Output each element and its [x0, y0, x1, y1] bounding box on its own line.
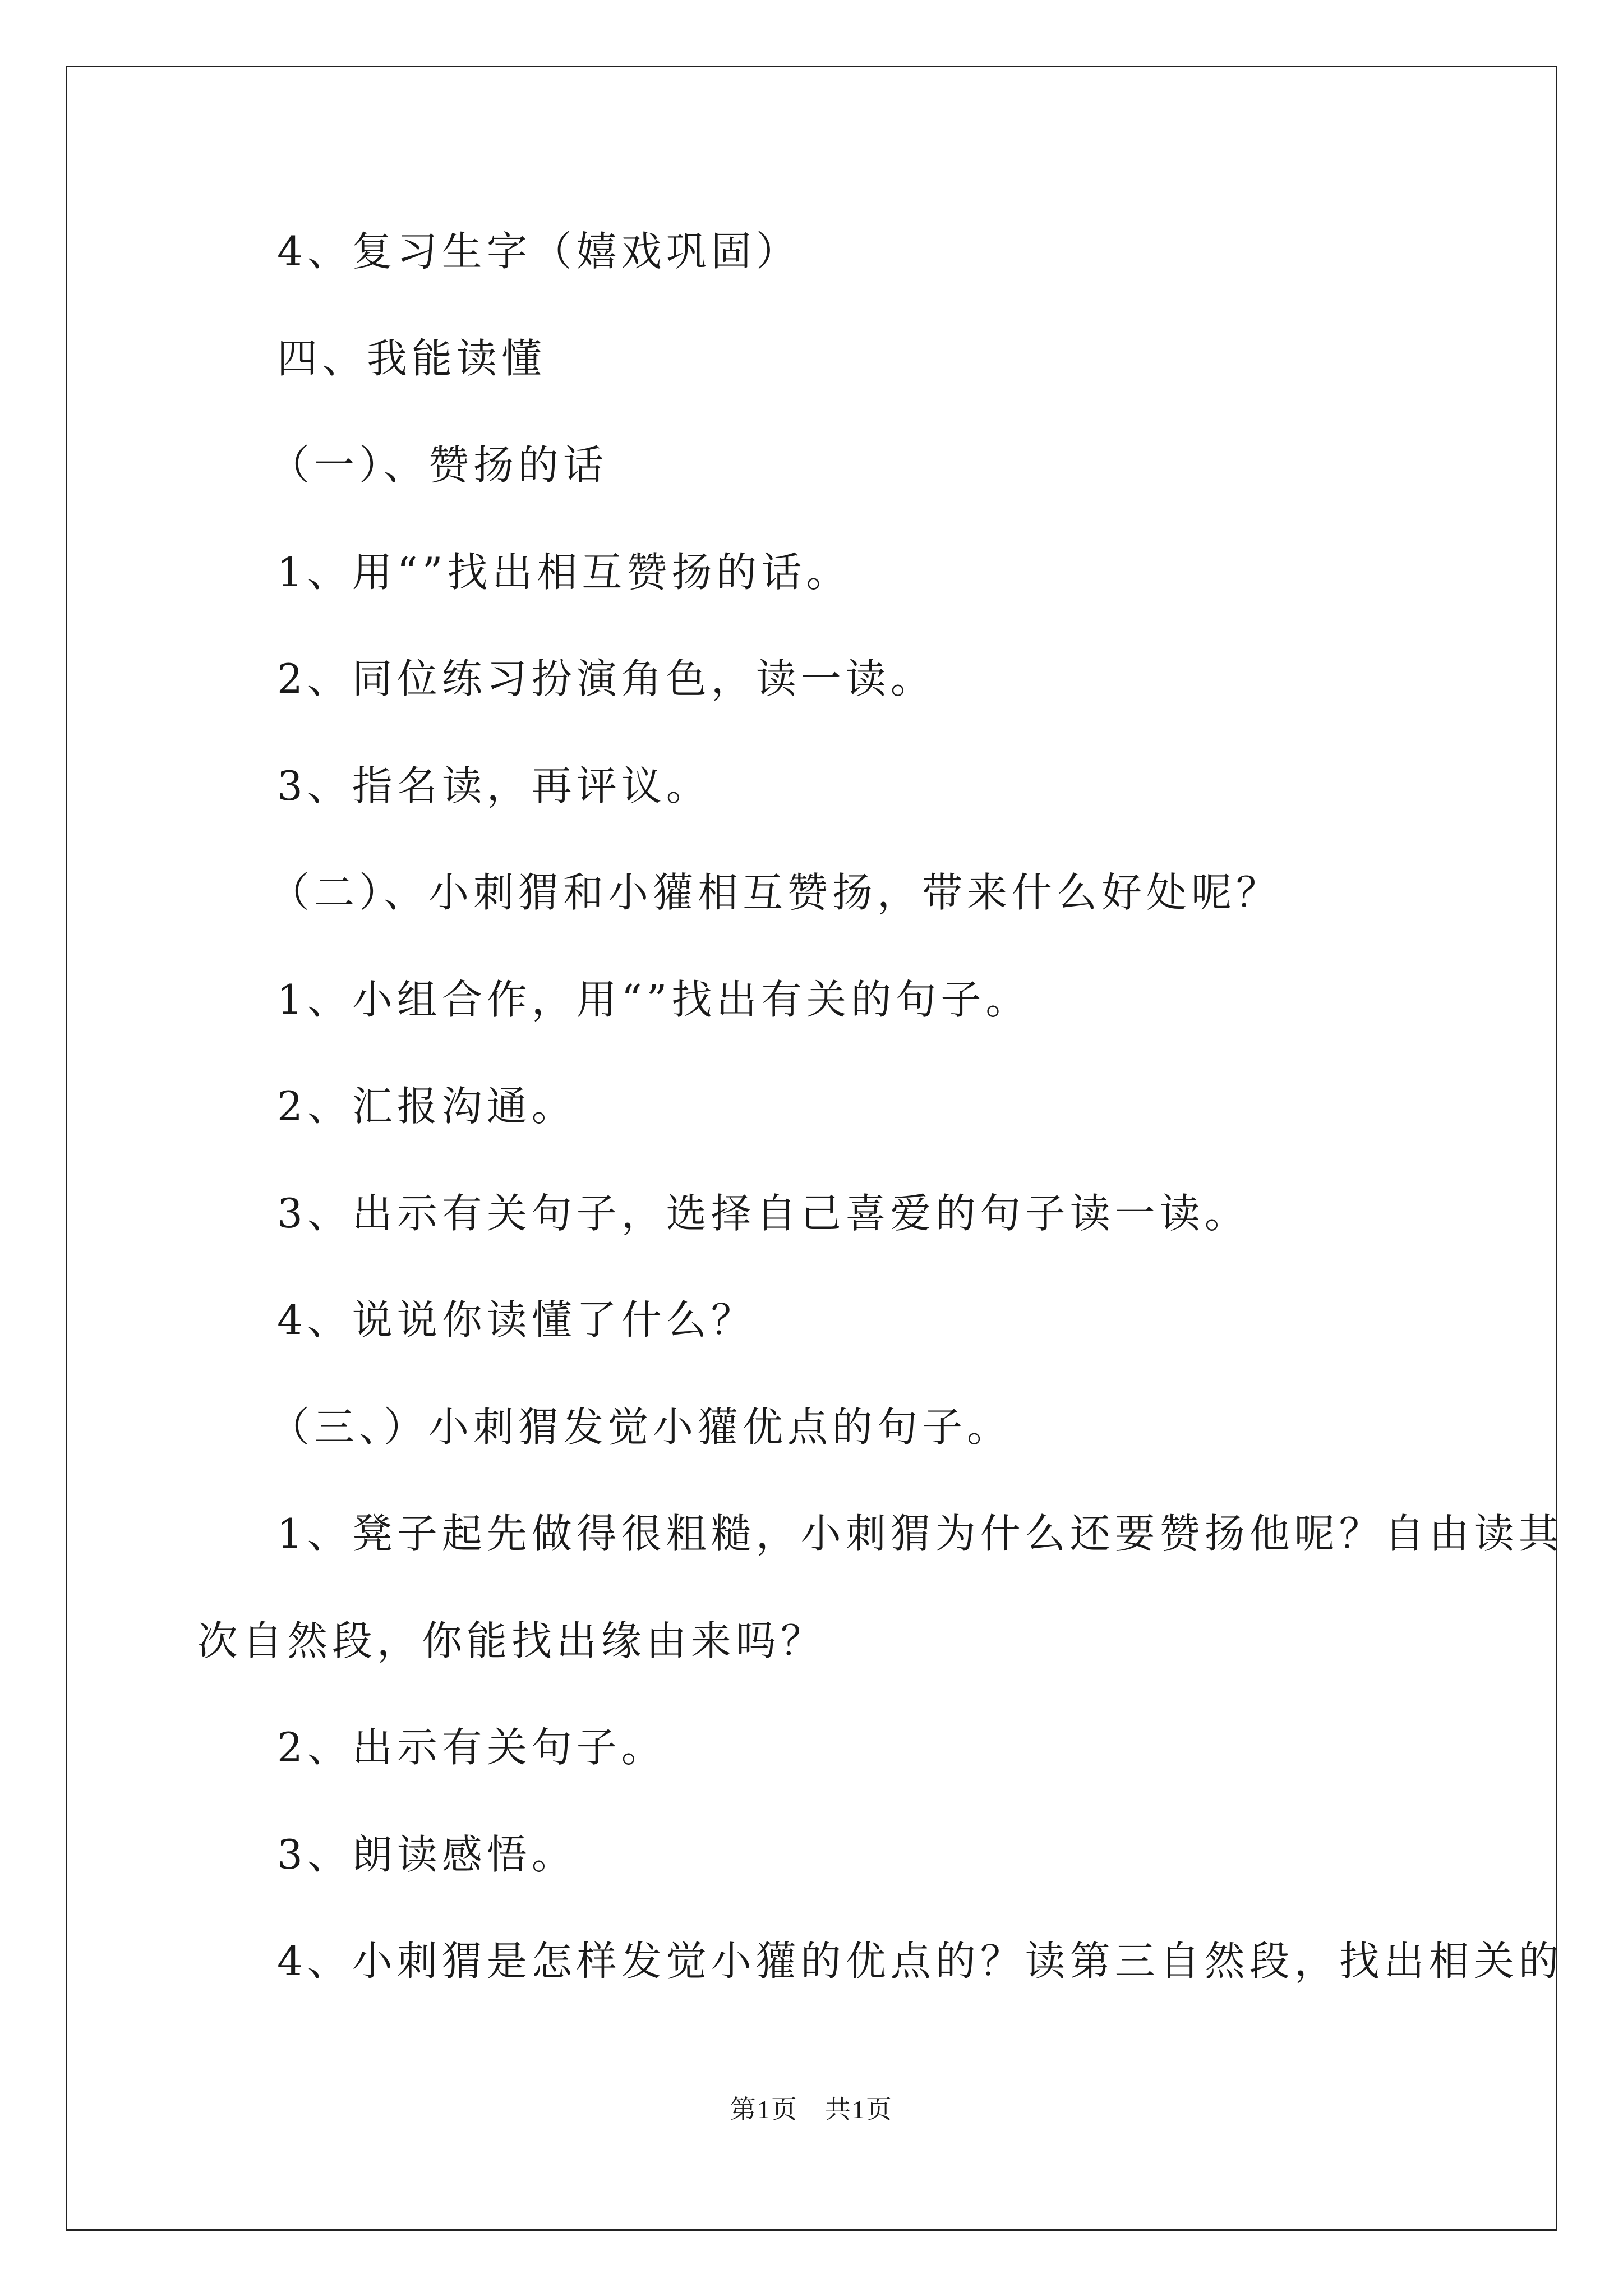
text-line-2: 四、我能读懂 [277, 335, 547, 382]
text-line-12: （三、）小刺猬发觉小獾优点的句子。 [269, 1404, 1012, 1451]
text-line-9: 2、汇报沟通。 [277, 1083, 577, 1130]
text-line-15: 2、出示有关句子。 [277, 1724, 666, 1771]
text-line-6: 3、指名读，再评议。 [277, 762, 711, 809]
text-line-17: 4、小刺猬是怎样发觉小獾的优点的？读第三自然段，找出相关的 [277, 1938, 1564, 1985]
text-line-11: 4、说说你读懂了什么？ [277, 1296, 756, 1343]
text-line-7: （二）、小刺猬和小獾相互赞扬，带来什么好处呢？ [269, 869, 1281, 916]
text-line-8: 1、小组合作，用“”找出有关的句子。 [277, 976, 1031, 1023]
text-line-14: 次自然段，你能找出缘由来吗？ [197, 1617, 826, 1664]
page-frame [66, 66, 1557, 2231]
text-line-5: 2、同位练习扮演角色，读一读。 [277, 655, 935, 702]
text-line-16: 3、朗读感悟。 [277, 1831, 577, 1878]
page-footer: 第1页 共1页 [730, 2095, 893, 2124]
text-line-4: 1、用“”找出相互赞扬的话。 [277, 549, 851, 596]
text-line-13: 1、凳子起先做得很粗糙，小刺猬为什么还要赞扬他呢？自由读其 [277, 1510, 1564, 1557]
text-line-3: （一）、赞扬的话 [269, 441, 608, 489]
text-line-1: 4、复习生字（嬉戏巩固） [277, 228, 801, 275]
text-line-10: 3、出示有关句子，选择自己喜爱的句子读一读。 [277, 1190, 1249, 1237]
